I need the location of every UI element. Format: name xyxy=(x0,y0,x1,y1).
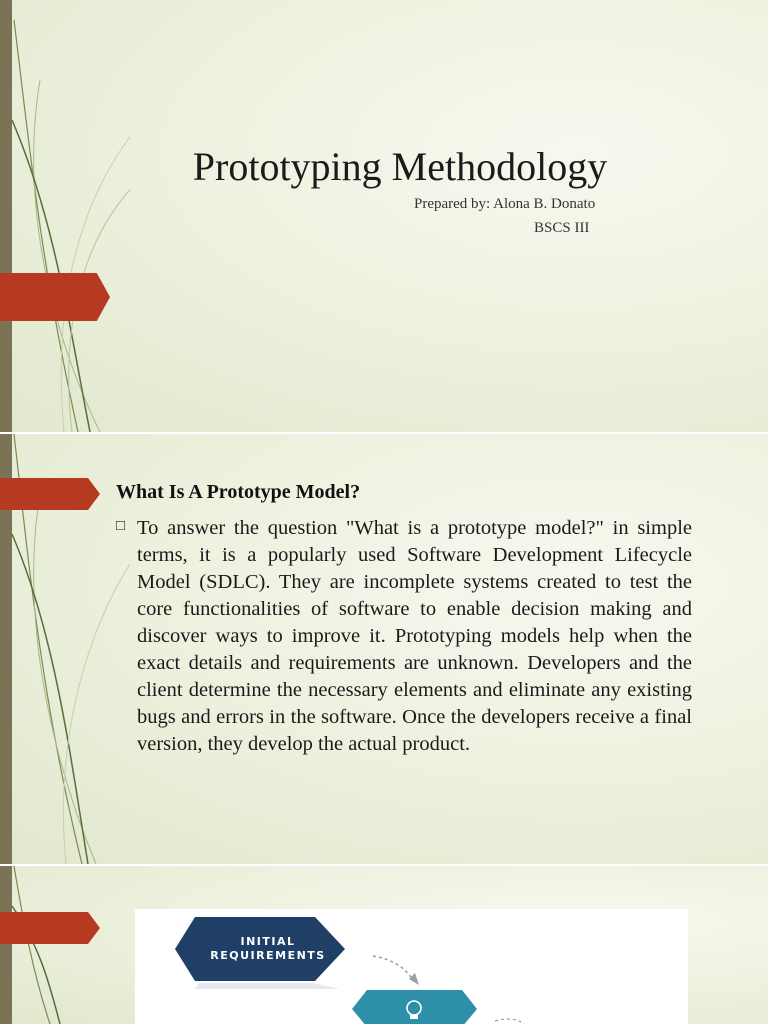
accent-tab xyxy=(0,273,110,321)
dashed-arrow xyxy=(373,956,413,981)
step1-line2: REQUIREMENTS xyxy=(210,949,326,962)
diagram-canvas xyxy=(135,909,688,1024)
square-bullet-icon: □ xyxy=(116,518,126,534)
slide-title xyxy=(0,0,768,432)
dashed-arrow-2 xyxy=(495,1019,527,1024)
arrow-head xyxy=(409,973,419,985)
prepared-by-text: Prepared by: Alona B. Donato xyxy=(414,196,596,212)
slide-title-text: Prototyping Methodology xyxy=(192,144,608,189)
process-diagram xyxy=(135,909,688,1024)
section-heading: What Is A Prototype Model? xyxy=(116,481,361,503)
shape-shadow xyxy=(195,983,340,989)
accent-tab xyxy=(0,912,100,944)
course-text: BSCS III xyxy=(534,220,590,236)
slide-diagram xyxy=(0,866,768,1024)
slide-prototype-model xyxy=(0,434,768,864)
accent-tab xyxy=(0,478,100,510)
body-paragraph: To answer the question "What is a prototype model?" in simple terms, it is a popularly used Software Development Lifecycle Model (SDLC). They are incomplete systems created to test the core functionalities of software to enable decision making and discover ways to improve it. Prototyping models help when the exact details and requirements are unknown. Developers and the client determine the necessary elements and eliminate any existing bugs and errors in the software. Once the developers receive a final version, they develop the actual product. xyxy=(137,517,692,755)
decorative-swirl xyxy=(0,866,130,1024)
decorative-swirl xyxy=(0,0,130,432)
step1-line1: INITIAL xyxy=(240,935,296,948)
